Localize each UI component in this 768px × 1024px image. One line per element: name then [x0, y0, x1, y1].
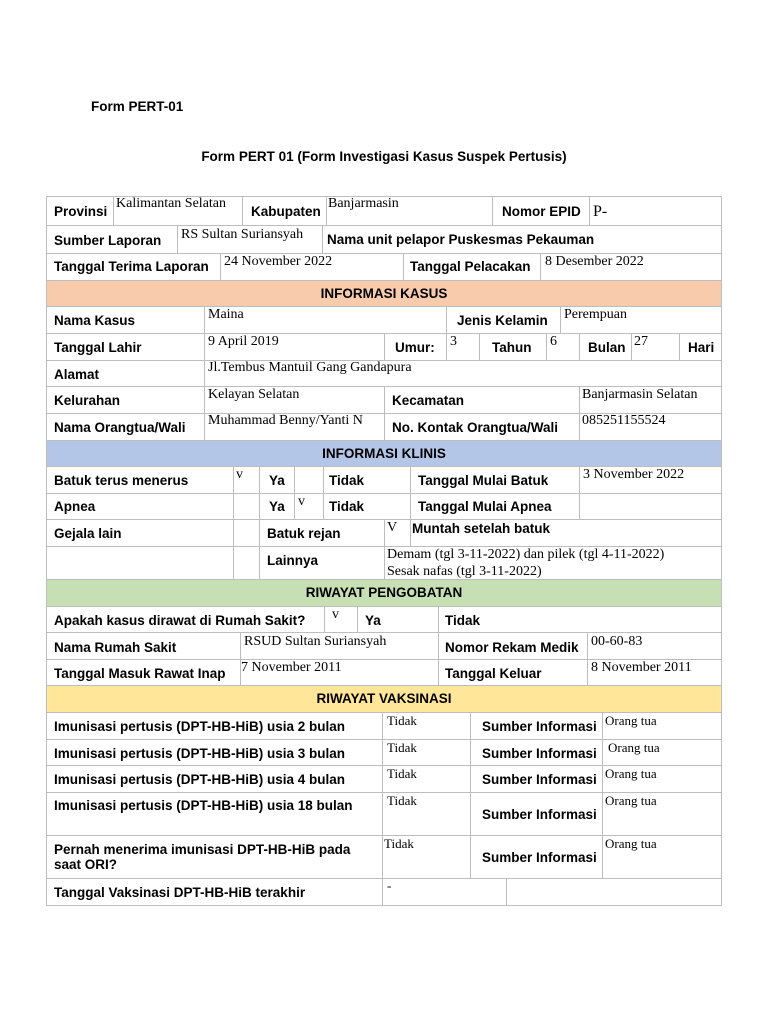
- sumber-informasi-value: Orang tua: [608, 740, 660, 755]
- form-title: Form PERT 01 (Form Investigasi Kasus Suspek Pertusis): [201, 149, 567, 164]
- grid-line: [546, 333, 547, 360]
- grid-line: [506, 878, 507, 906]
- kabupaten-label: Kabupaten: [251, 204, 321, 219]
- tanggal-lahir-value: 9 April 2019: [208, 334, 279, 349]
- gejala-lain-label: Gejala lain: [54, 526, 122, 541]
- kecamatan-label: Kecamatan: [392, 393, 465, 408]
- mulai-batuk-value: 3 November 2022: [583, 467, 685, 482]
- grid-line: [240, 632, 241, 685]
- kontak-orangtua-value: 085251155524: [582, 413, 666, 428]
- grid-line: [323, 466, 324, 519]
- grid-line: [479, 333, 480, 360]
- lainnya-label: Lainnya: [267, 553, 319, 568]
- umur-hari-value: 27: [634, 334, 648, 349]
- grid-line: [602, 712, 603, 878]
- dirawat-tidak-label: Tidak: [445, 613, 481, 628]
- grid-line: [46, 196, 47, 906]
- vaksin-row-label: Imunisasi pertusis (DPT-HB-HiB) usia 2 bulan: [54, 719, 346, 734]
- grid-line: [631, 333, 632, 360]
- grid-line: [560, 306, 561, 333]
- grid-line: [220, 253, 221, 280]
- masuk-rawat-value: 7 November 2011: [241, 660, 342, 675]
- jenis-kelamin-value: Perempuan: [564, 307, 627, 322]
- nama-kasus-value: Maina: [208, 307, 244, 322]
- grid-line: [46, 878, 722, 879]
- vaksin-row-label: Imunisasi pertusis (DPT-HB-HiB) usia 3 bulan: [54, 746, 346, 761]
- rekam-medik-label: Nomor Rekam Medik: [445, 640, 579, 655]
- tahun-label: Tahun: [492, 340, 532, 355]
- grid-line: [492, 196, 493, 225]
- vaksin-row-label: Pernah menerima imunisasi DPT-HB-HiB pada saat ORI?: [54, 842, 351, 872]
- apnea-checkmark: v: [298, 494, 305, 509]
- rumah-sakit-label: Nama Rumah Sakit: [54, 640, 177, 655]
- sumber-informasi-value: Orang tua: [605, 713, 657, 728]
- kabupaten-value: Banjarmasin: [328, 196, 399, 211]
- umur-tahun-value: 3: [450, 334, 457, 349]
- apnea-label: Apnea: [54, 499, 96, 514]
- grid-line: [579, 466, 580, 519]
- grid-line: [294, 466, 295, 519]
- grid-line: [589, 196, 590, 225]
- umur-bulan-value: 6: [550, 334, 557, 349]
- dirawat-checkmark: v: [332, 607, 339, 622]
- grid-line: [46, 280, 722, 281]
- grid-line: [470, 712, 471, 878]
- epid-label: Nomor EPID: [502, 204, 581, 219]
- grid-line: [382, 712, 383, 906]
- batuk-checkmark: v: [236, 467, 243, 482]
- dirawat-label: Apakah kasus dirawat di Rumah Sakit?: [54, 613, 306, 628]
- grid-line: [587, 632, 588, 685]
- batuk-tidak-label: Tidak: [329, 473, 365, 488]
- grid-line: [721, 196, 722, 906]
- muntah-label: Muntah setelah batuk: [412, 521, 551, 536]
- sumber-informasi-label: Sumber Informasi: [482, 746, 597, 761]
- grid-line: [326, 196, 327, 225]
- grid-line: [357, 606, 358, 632]
- sumber-laporan-label: Sumber Laporan: [54, 233, 162, 248]
- unit-pelapor: Nama unit pelapor Puskesmas Pekauman: [327, 232, 595, 247]
- orangtua-label: Nama Orangtua/Wali: [54, 420, 186, 435]
- kecamatan-value: Banjarmasin Selatan: [582, 387, 698, 402]
- grid-line: [410, 466, 411, 519]
- grid-line: [579, 386, 580, 440]
- vaksin-terakhir-label: Tanggal Vaksinasi DPT-HB-HiB terakhir: [54, 885, 306, 900]
- grid-line: [46, 579, 722, 580]
- grid-line: [259, 519, 260, 579]
- section-riwayat-pengobatan: RIWAYAT PENGOBATAN: [46, 579, 722, 606]
- grid-line: [403, 253, 404, 280]
- pelacakan-value: 8 Desember 2022: [545, 254, 644, 269]
- muntah-checkmark: V: [387, 520, 398, 535]
- kelurahan-value: Kelayan Selatan: [208, 387, 300, 402]
- alamat-value: Jl.Tembus Mantuil Gang Gandapura: [208, 360, 412, 375]
- grid-line: [322, 225, 323, 253]
- grid-line: [446, 306, 447, 333]
- mulai-apnea-label: Tanggal Mulai Apnea: [418, 499, 552, 514]
- sumber-informasi-value: Orang tua: [605, 766, 657, 781]
- grid-line: [446, 333, 447, 360]
- section-informasi-klinis: INFORMASI KLINIS: [46, 440, 722, 466]
- grid-line: [46, 225, 722, 226]
- provinsi-value: Kalimantan Selatan: [116, 196, 227, 211]
- orangtua-value: Muhammad Benny/Yanti N: [208, 413, 363, 428]
- grid-line: [113, 196, 114, 225]
- grid-line: [324, 606, 325, 632]
- lainnya-value-1: Demam (tgl 3-11-2022) dan pilek (tgl 4-11-2022): [387, 547, 665, 562]
- grid-line: [438, 606, 439, 685]
- nama-kasus-label: Nama Kasus: [54, 313, 136, 328]
- vaksin-row-value: Tidak: [387, 713, 417, 728]
- kelurahan-label: Kelurahan: [54, 393, 121, 408]
- epid-value: P-: [593, 203, 608, 220]
- hari-label: Hari: [688, 340, 715, 355]
- grid-line: [46, 632, 722, 633]
- grid-line: [259, 466, 260, 519]
- kontak-orangtua-label: No. Kontak Orangtua/Wali: [392, 420, 559, 435]
- vaksin-row-label: Imunisasi pertusis (DPT-HB-HiB) usia 18 bulan: [54, 798, 353, 813]
- lainnya-value-2: Sesak nafas (tgl 3-11-2022): [387, 564, 542, 579]
- grid-line: [46, 606, 722, 607]
- grid-line: [579, 333, 580, 360]
- batuk-label: Batuk terus menerus: [54, 473, 189, 488]
- apnea-ya-label: Ya: [269, 499, 285, 514]
- dirawat-ya-label: Ya: [365, 613, 381, 628]
- grid-line: [177, 225, 178, 253]
- vaksin-row-label: Imunisasi pertusis (DPT-HB-HiB) usia 4 bulan: [54, 772, 346, 787]
- grid-line: [242, 196, 243, 225]
- grid-line: [46, 493, 722, 494]
- alamat-label: Alamat: [54, 367, 100, 382]
- terima-laporan-label: Tanggal Terima Laporan: [54, 259, 209, 274]
- grid-line: [540, 253, 541, 280]
- sumber-informasi-label: Sumber Informasi: [482, 850, 597, 865]
- grid-line: [46, 905, 722, 906]
- rekam-medik-value: 00-60-83: [591, 634, 643, 649]
- grid-line: [46, 685, 722, 686]
- form-code: Form PERT-01: [91, 99, 184, 114]
- sumber-informasi-label: Sumber Informasi: [482, 772, 597, 787]
- sumber-informasi-label: Sumber Informasi: [482, 719, 597, 734]
- terima-laporan-value: 24 November 2022: [224, 254, 333, 269]
- grid-line: [46, 440, 722, 441]
- mulai-batuk-label: Tanggal Mulai Batuk: [418, 473, 549, 488]
- masuk-rawat-label: Tanggal Masuk Rawat Inap: [54, 666, 226, 681]
- sumber-informasi-label: Sumber Informasi: [482, 807, 597, 822]
- umur-label: Umur:: [395, 340, 435, 355]
- batuk-rejan-label: Batuk rejan: [267, 526, 341, 541]
- sumber-informasi-value: Orang tua: [605, 793, 657, 808]
- sumber-informasi-value: Orang tua: [605, 836, 657, 851]
- grid-line: [204, 306, 205, 440]
- tanggal-keluar-label: Tanggal Keluar: [445, 666, 542, 681]
- rumah-sakit-value: RSUD Sultan Suriansyah: [244, 634, 387, 649]
- grid-line: [679, 333, 680, 360]
- vaksin-row-value: Tidak: [387, 740, 417, 755]
- vaksin-row-value: Tidak: [387, 766, 417, 781]
- vaksin-terakhir-value: -: [387, 878, 392, 893]
- jenis-kelamin-label: Jenis Kelamin: [457, 313, 548, 328]
- grid-line: [384, 519, 385, 579]
- batuk-ya-label: Ya: [269, 473, 285, 488]
- grid-line: [233, 466, 234, 579]
- sumber-laporan-value: RS Sultan Suriansyah: [181, 227, 304, 242]
- grid-line: [384, 386, 385, 440]
- vaksin-row-value: Tidak: [384, 836, 414, 851]
- grid-line: [384, 333, 385, 360]
- section-informasi-kasus: INFORMASI KASUS: [46, 280, 722, 306]
- grid-line: [410, 519, 411, 546]
- provinsi-label: Provinsi: [54, 204, 108, 219]
- vaksin-row-value: Tidak: [387, 793, 417, 808]
- pelacakan-label: Tanggal Pelacakan: [410, 259, 531, 274]
- investigation-form: [46, 196, 722, 906]
- section-riwayat-vaksinasi: RIWAYAT VAKSINASI: [46, 685, 722, 712]
- tanggal-keluar-value: 8 November 2011: [591, 660, 692, 675]
- tanggal-lahir-label: Tanggal Lahir: [54, 340, 142, 355]
- bulan-label: Bulan: [588, 340, 626, 355]
- apnea-tidak-label: Tidak: [329, 499, 365, 514]
